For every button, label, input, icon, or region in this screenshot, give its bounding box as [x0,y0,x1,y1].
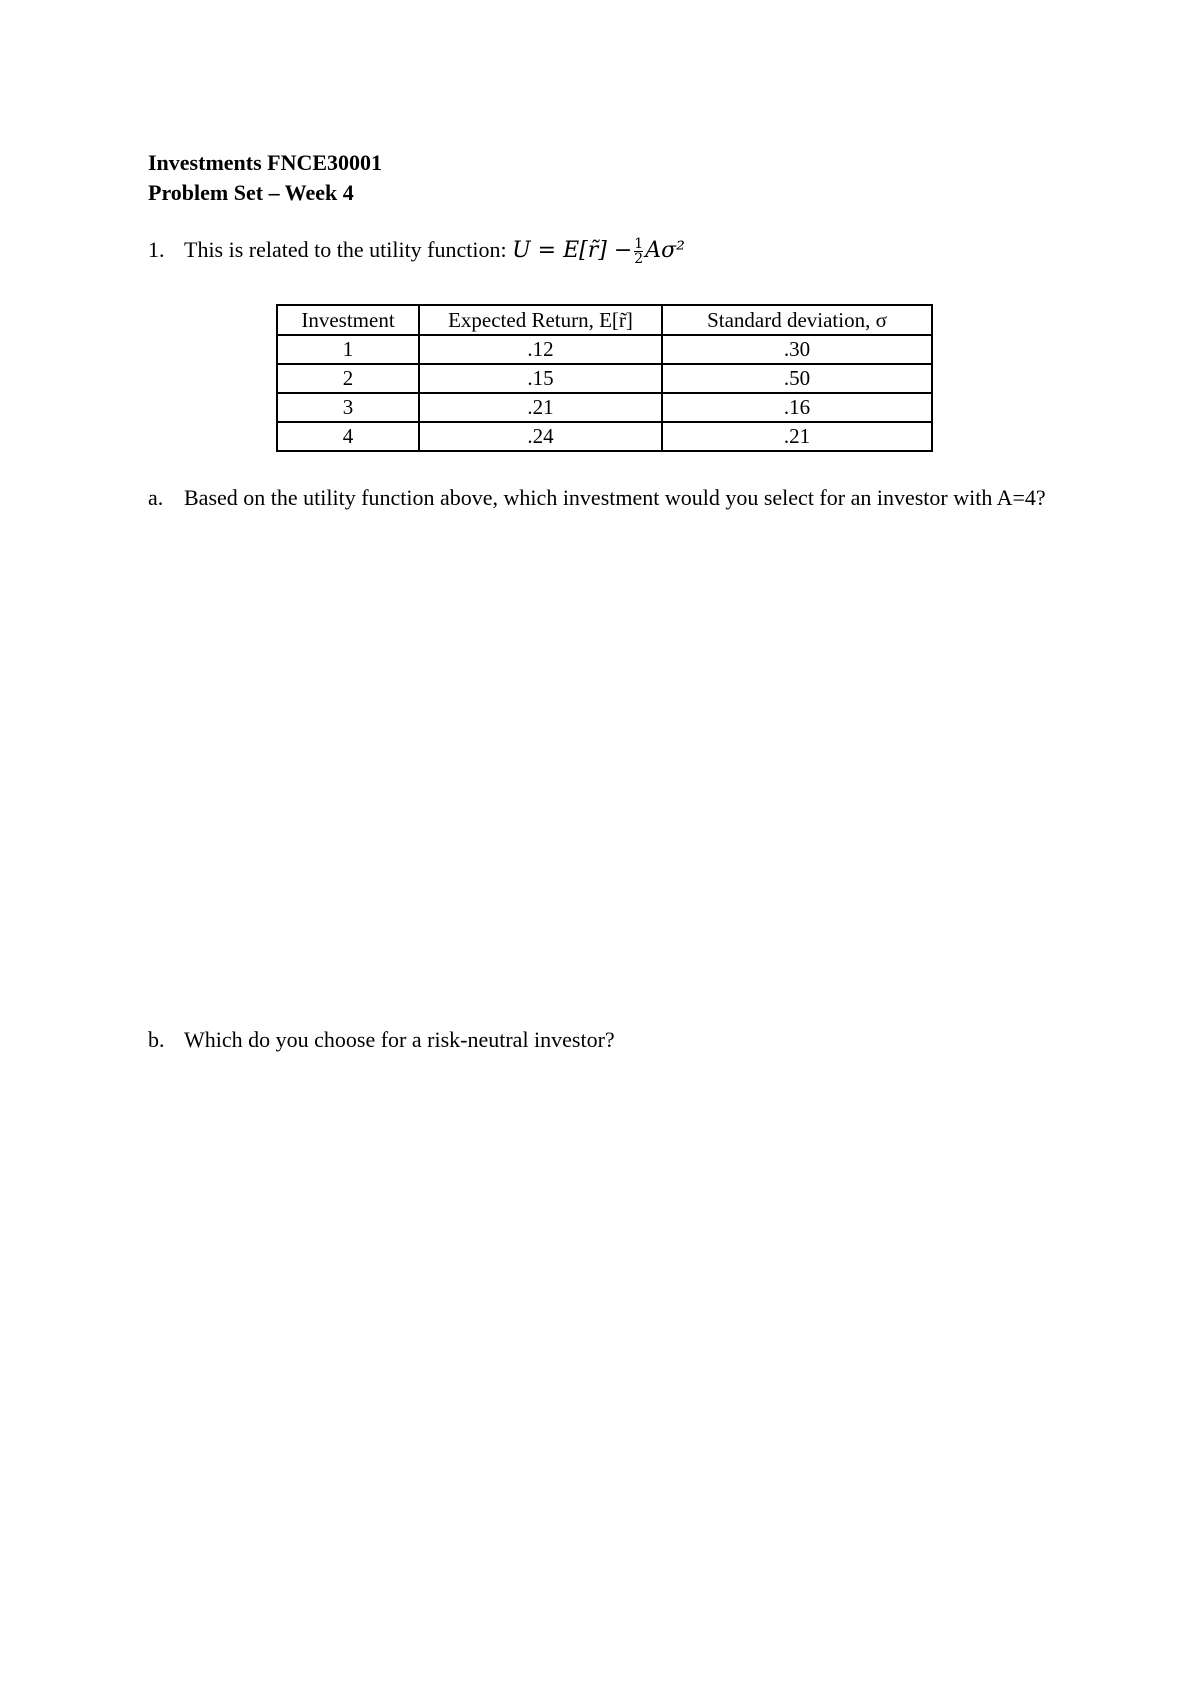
utility-formula [512,235,685,267]
table-cell: .30 [662,335,932,364]
part-a-label: a. [148,485,164,510]
part-a [148,483,1084,512]
table-cell: .24 [419,422,662,451]
table-cell: 1 [277,335,419,364]
question-1 [148,235,685,266]
course-title: Investments FNCE30001 [148,150,383,175]
formula-term2: Aσ² [645,238,685,263]
question-number: 1. [148,237,165,262]
table-cell: .21 [662,422,932,451]
table-cell: .16 [662,393,932,422]
part-b [148,1025,1084,1054]
table-row [277,393,932,422]
table-cell: .12 [419,335,662,364]
formula-minus: − [613,238,633,263]
formula-term1: E[r̃] [563,238,607,263]
part-b-label: b. [148,1027,165,1052]
column-header-expected-return: Expected Return, E[r̃] [419,305,662,335]
formula-fraction [634,237,643,266]
table-cell: .21 [419,393,662,422]
table-row [277,422,932,451]
table-cell: .15 [419,364,662,393]
table-row [277,335,932,364]
column-header-std-dev: Standard deviation, σ [662,305,932,335]
table-cell: 2 [277,364,419,393]
problem-set-title: Problem Set – Week 4 [148,180,354,205]
column-header-investment: Investment [277,305,419,335]
table-cell: 3 [277,393,419,422]
table-row [277,364,932,393]
table-cell: .50 [662,364,932,393]
part-b-text: Which do you choose for a risk-neutral investor? [184,1027,615,1052]
formula-equals: = [537,238,557,263]
table-header-row [277,305,932,335]
document-header [148,148,382,208]
fraction-denominator: 2 [634,250,644,267]
investment-table [276,304,933,452]
question-text: This is related to the utility function: [184,237,507,262]
part-a-text: Based on the utility function above, which investment would you select for an investor with A=4? [184,485,1046,510]
formula-lhs: U [512,238,531,263]
fraction-numerator: 1 [634,235,644,252]
table-cell: 4 [277,422,419,451]
